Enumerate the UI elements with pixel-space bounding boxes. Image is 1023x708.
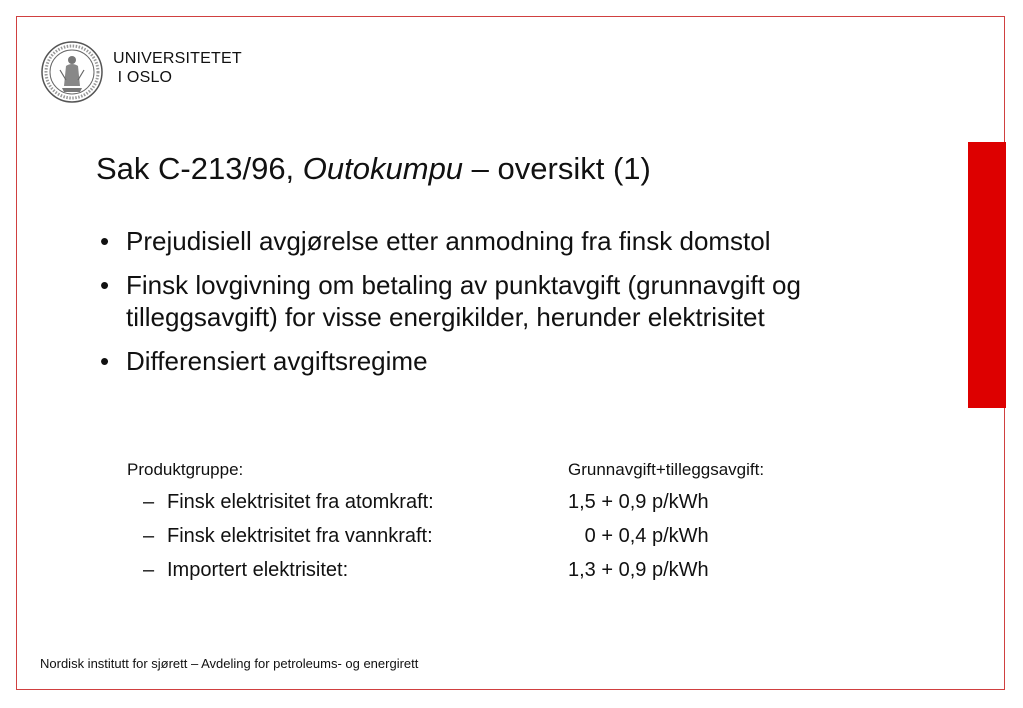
title-italic: Outokumpu bbox=[302, 151, 464, 186]
bullet-list bbox=[100, 225, 820, 389]
row-value: 1,3 + 0,9 p/kWh bbox=[568, 559, 709, 581]
footer-text: Nordisk institutt for sjørett – Avdeling for petroleums- og energirett bbox=[40, 656, 419, 671]
university-name-line2: I OSLO bbox=[113, 69, 173, 86]
row-value: 0 + 0,4 p/kWh bbox=[568, 525, 709, 547]
bullet-item: • Differensiert avgiftsregime bbox=[100, 345, 820, 377]
university-name-line1: UNIVERSITETET bbox=[113, 50, 242, 67]
slide-title bbox=[96, 150, 651, 188]
row-dash: – bbox=[143, 525, 155, 547]
row-label: Importert elektrisitet: bbox=[167, 559, 349, 581]
row-dash: – bbox=[143, 559, 155, 581]
row-label: Finsk elektrisitet fra atomkraft: bbox=[167, 491, 434, 513]
row-value: 1,5 + 0,9 p/kWh bbox=[568, 491, 709, 513]
table-header-right: Grunnavgift+tilleggsavgift: bbox=[568, 460, 765, 479]
university-name bbox=[113, 49, 242, 87]
row-dash: – bbox=[143, 491, 155, 513]
accent-bar bbox=[968, 142, 1006, 408]
row-label: Finsk elektrisitet fra vannkraft: bbox=[167, 525, 433, 547]
bullet-item: • Prejudisiell avgjørelse etter anmodning fra finsk domstol bbox=[100, 225, 820, 257]
university-seal-icon bbox=[40, 40, 104, 104]
title-suffix: – oversikt (1) bbox=[463, 151, 651, 186]
bullet-item: • Finsk lovgivning om betaling av punktavgift (grunnavgift og tilleggsavgift) for visse energikilder, herunder elektrisitet bbox=[100, 269, 820, 333]
table-header-left: Produktgruppe: bbox=[127, 460, 244, 479]
title-prefix: Sak C-213/96, bbox=[96, 151, 303, 186]
